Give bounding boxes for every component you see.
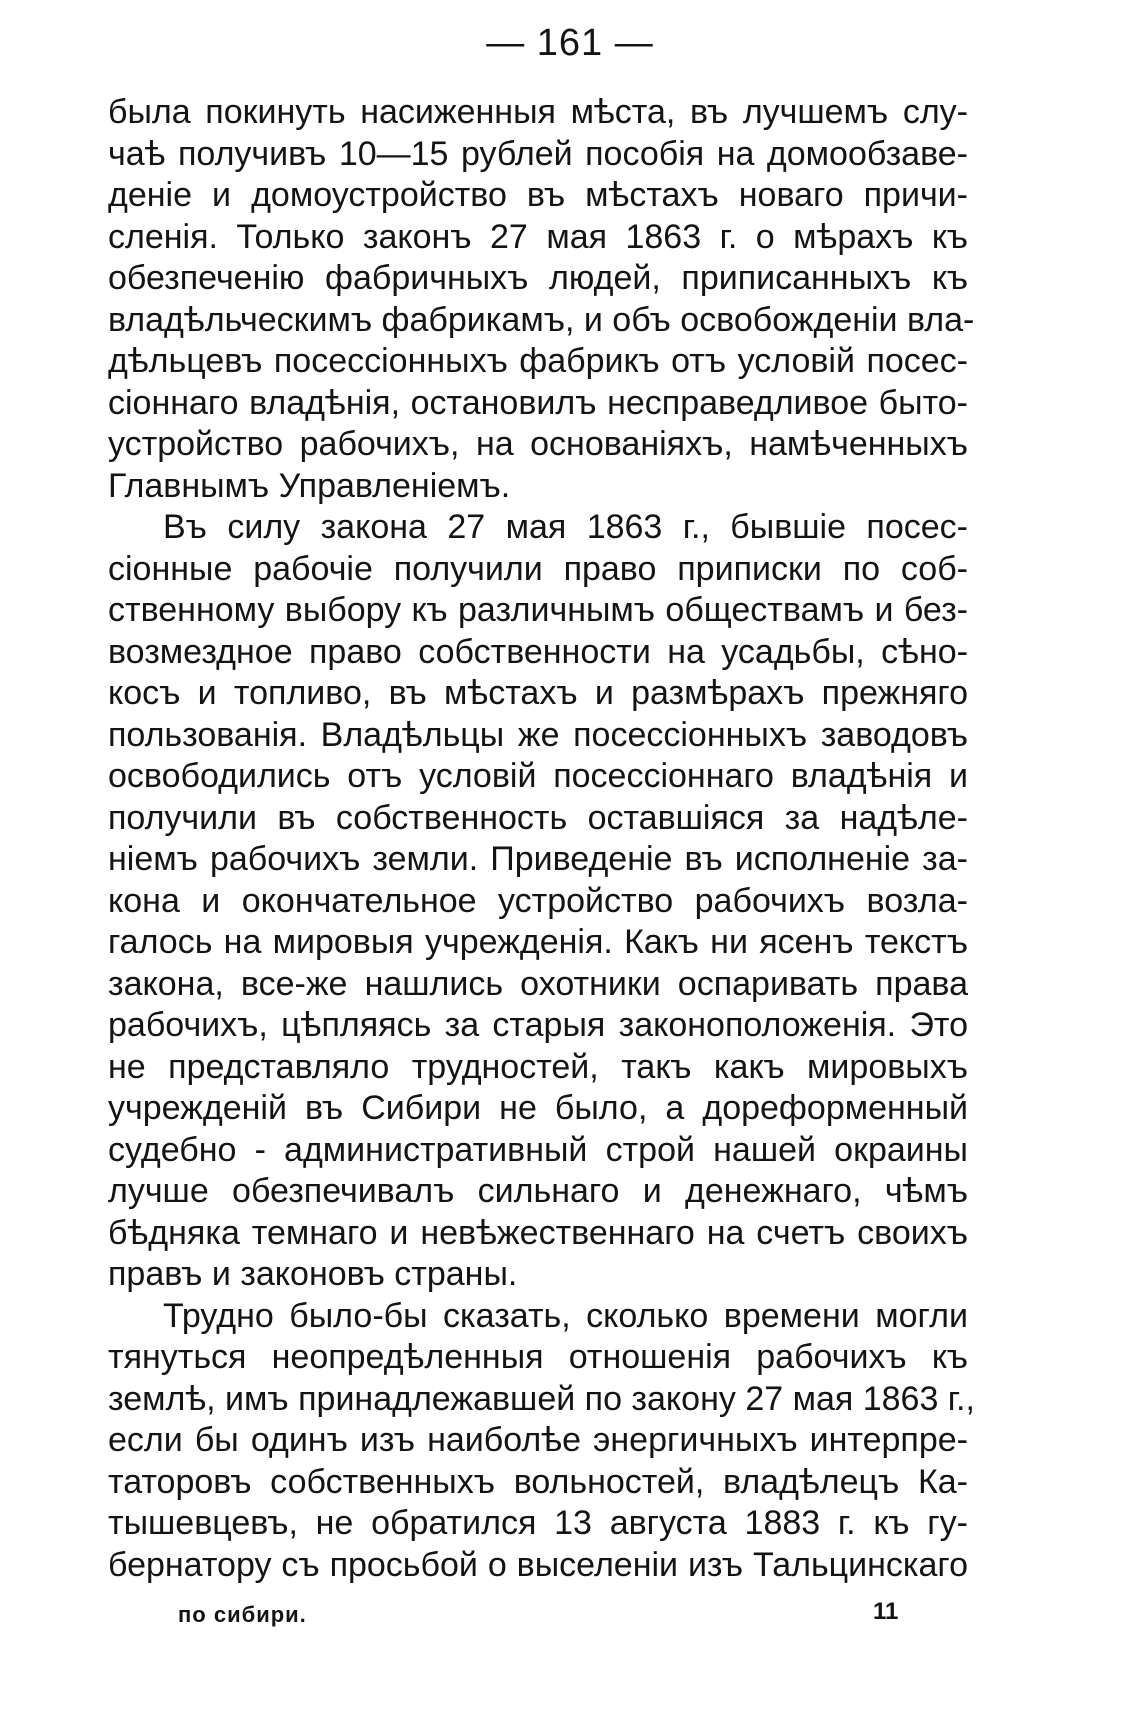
text-line: землѣ, имъ принадлежавшей по закону 27 мая 1863 г.,: [108, 1379, 975, 1418]
text-line: таторовъ собственныхъ вольностей, владѣлецъ Ка-: [108, 1462, 968, 1501]
text-line: обезпеченію фабричныхъ людей, приписанныхъ къ: [108, 259, 968, 297]
footer-signature: по сибири.: [178, 1602, 307, 1627]
text-line: пользованія. Владѣльцы же посессіонныхъ заводовъ: [108, 715, 968, 754]
text-line: устройство рабочихъ, на основаніяхъ, намѣченныхъ: [108, 425, 968, 463]
text-line: учрежденій въ Сибири не было, а дореформенный: [108, 1089, 968, 1127]
text-line: закона, все-же нашлись охотники оспаривать права: [108, 964, 968, 1003]
text-line: рабочихъ, цѣпляясь за старыя законоположенія. Это: [108, 1006, 968, 1044]
paragraph-start-line: Трудно было-бы сказать, сколько времени могли: [163, 1296, 968, 1335]
text-line: получили въ собственность оставшіяся за надѣле-: [108, 798, 968, 837]
text-line: не представляло трудностей, такъ какъ мировыхъ: [108, 1047, 968, 1086]
text-line: лучше обезпечивалъ сильнаго и денежнаго, чѣмъ: [108, 1172, 968, 1210]
text-line: Главнымъ Управленіемъ.: [108, 466, 511, 505]
text-line: бѣдняка темнаго и невѣжественнаго на счетъ своихъ: [108, 1213, 968, 1252]
text-line: была покинуть насиженныя мѣста, въ лучшемъ слу-: [108, 93, 968, 131]
text-line: владѣльческимъ фабрикамъ, и объ освобожденіи вла-: [108, 300, 975, 339]
body-text: [108, 92, 975, 1586]
text-line: ніемъ рабочихъ земли. Приведеніе въ исполненіе за-: [108, 840, 968, 878]
text-line: тянуться неопредѣленныя отношенія рабочихъ къ: [108, 1338, 968, 1376]
text-line: дѣльцевъ посессіонныхъ фабрикъ отъ условій посес-: [108, 342, 968, 380]
text-line: галось на мировыя учрежденія. Какъ ни ясенъ текстъ: [108, 923, 968, 961]
paragraph-start-line: Въ силу закона 27 мая 1863 г., бывшіе посес-: [163, 508, 968, 546]
text-line: освободились отъ условій посессіоннаго владѣнія и: [108, 757, 968, 795]
page-number-header: — 161 —: [486, 22, 654, 64]
text-line: тышевцевъ, не обратился 13 августа 1883 г. къ гу-: [108, 1504, 968, 1542]
text-line: сіонные рабочіе получили право приписки по соб-: [108, 549, 968, 588]
text-line: ственному выбору къ различнымъ обществамъ и без-: [108, 591, 968, 629]
text-line: косъ и топливо, въ мѣстахъ и размѣрахъ прежняго: [108, 674, 968, 712]
text-line: сленія. Только законъ 27 мая 1863 г. о мѣрахъ къ: [108, 217, 968, 256]
text-line: сіоннаго владѣнія, остановилъ несправедливое быто-: [108, 383, 968, 422]
text-line: бернатору съ просьбой о выселеніи изъ Тальцинскаго: [108, 1545, 968, 1584]
text-line: деніе и домоустройство въ мѣстахъ новаго причи-: [108, 176, 968, 214]
text-line: кона и окончательное устройство рабочихъ возла-: [108, 881, 968, 920]
text-line: судебно - административный строй нашей окраины: [108, 1130, 968, 1169]
footer-sheet-number: 11: [873, 1598, 899, 1625]
text-line: если бы одинъ изъ наиболѣе энергичныхъ интерпре-: [108, 1421, 968, 1459]
text-line: правъ и законовъ страны.: [108, 1255, 518, 1293]
text-line: чаѣ получивъ 10—15 рублей пособія на домообзаве-: [108, 134, 968, 173]
text-line: возмездное право собственности на усадьбы, сѣно-: [108, 632, 968, 671]
